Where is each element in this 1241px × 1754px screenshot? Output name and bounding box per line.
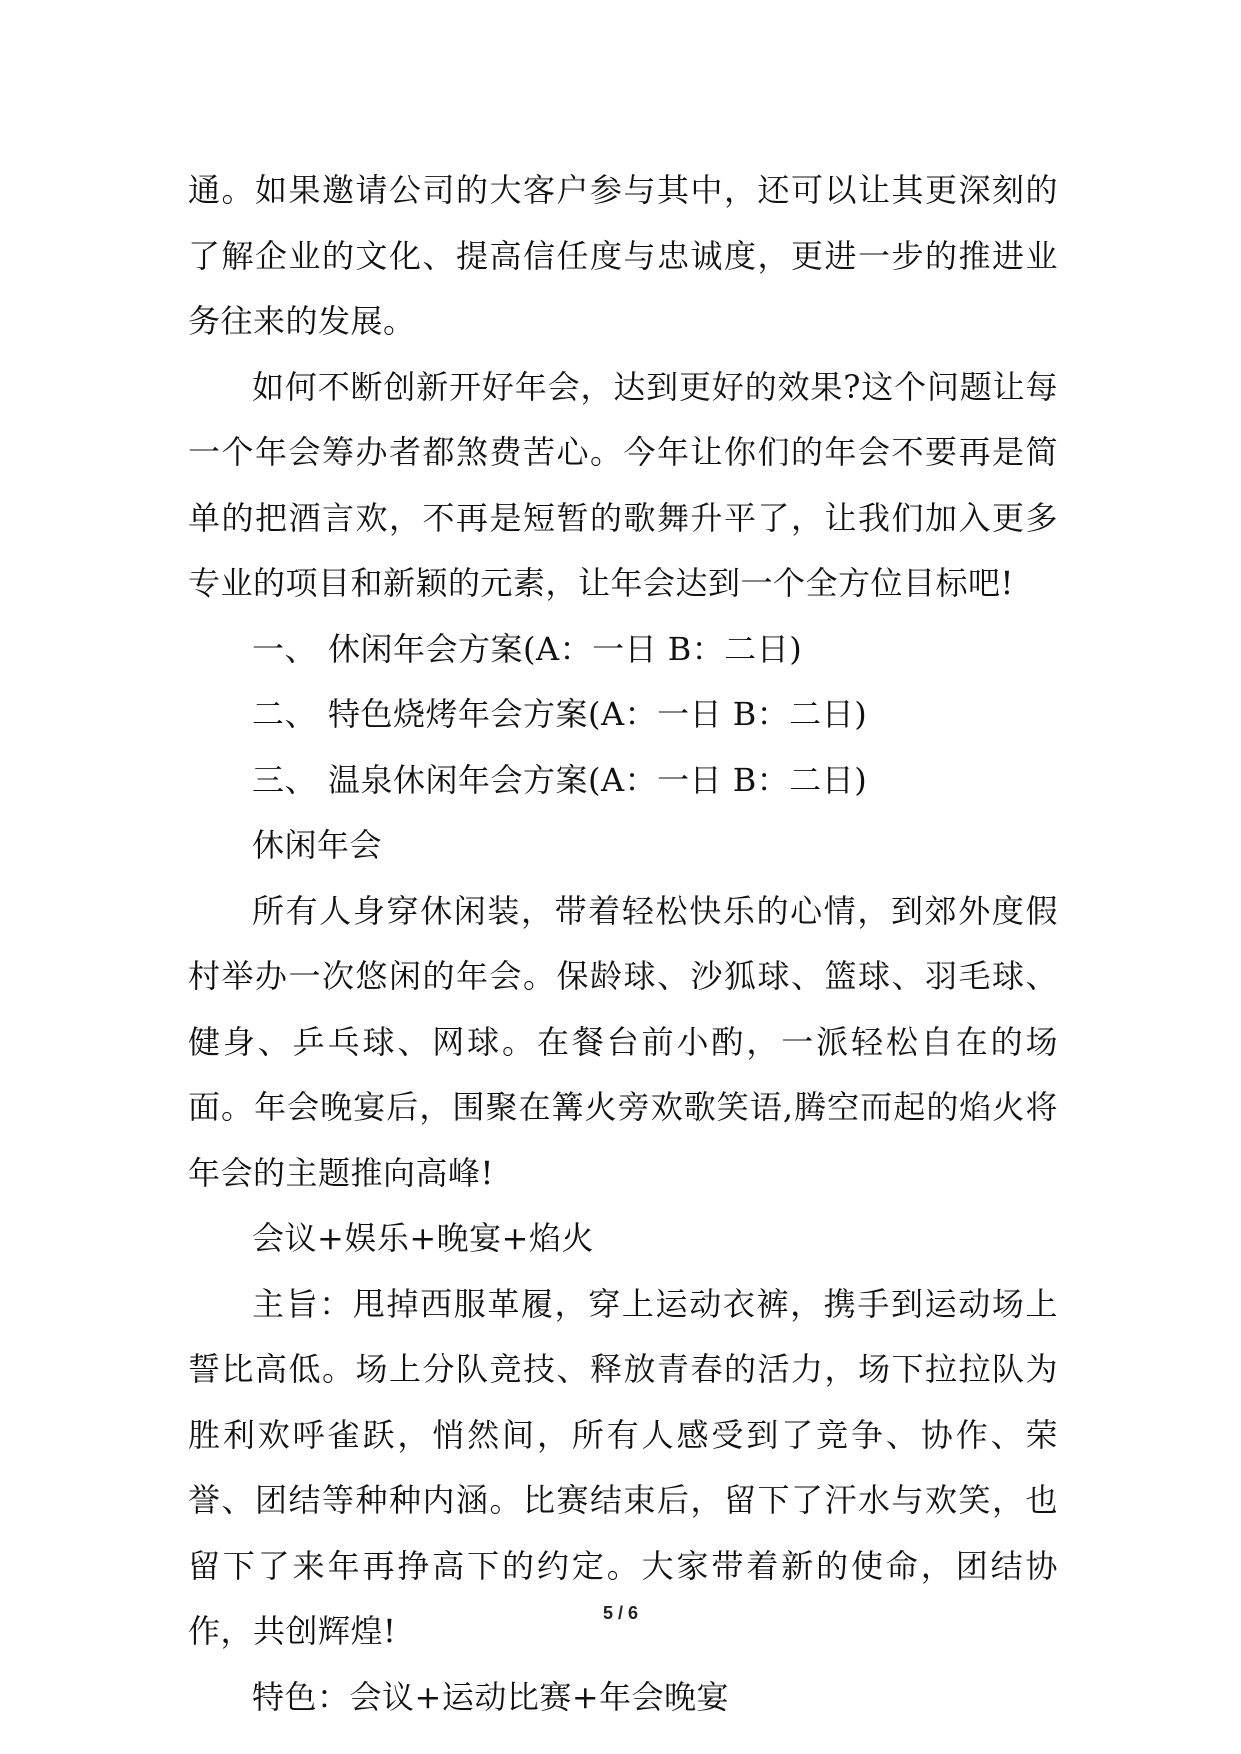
paragraph-continuation: 通。如果邀请公司的大客户参与其中，还可以让其更深刻的了解企业的文化、提高信任度与忠诚度，更进一步的推进业务往来的发展。 [188,171,1058,340]
section-heading: 休闲年会 [252,826,383,864]
list-marker: 三、 [252,760,318,799]
paragraph-intro: 如何不断创新开好年会，达到更好的效果?这个问题让每一个年会筹办者都煞费苦心。今年让你们的年会不要再是简单的把酒言欢，不再是短暂的歌舞升平了，让我们加入更多专业的项目和新颖的元素，让年会达到一个全方位目标吧! [188,367,1058,602]
document-body [188,158,1058,1730]
list-item-3 [188,748,1058,814]
page-number: 5 / 6 [602,1603,639,1623]
list-marker: 二、 [252,695,318,733]
paragraph-formula: 会议+娱乐+晚宴+焰火 [252,1219,594,1257]
paragraph-description: 所有人身穿休闲装，带着轻松快乐的心情，到郊外度假村举办一次悠闲的年会。保龄球、沙狐球、篮球、羽毛球、健身、乒乓球、网球。在餐台前小酌，一派轻松自在的场面。年会晚宴后，围聚在篝火旁欢歌笑语,腾空而起的焰火将年会的主题推向高峰! [188,891,1058,1192]
list-item-text: 休闲年会方案(A：一日 B：二日) [328,629,803,668]
paragraph-feature: 特色：会议+运动比赛+年会晚宴 [252,1677,730,1716]
list-item-text: 特色烧烤年会方案(A：一日 B：二日) [328,695,868,733]
list-marker: 一、 [252,629,318,668]
list-item-2 [188,682,1058,748]
paragraph-purpose: 主旨：甩掉西服革履，穿上运动衣裤，携手到运动场上誓比高低。场上分队竞技、释放青春的活力，场下拉拉队为胜利欢呼雀跃，悄然间，所有人感受到了竞争、协作、荣誉、团结等种种内涵。比赛结束后，留下了汗水与欢笑，也留下了来年再挣高下的约定。大家带着新的使命，团结协作，共创辉煌! [188,1284,1058,1650]
list-item-1 [188,617,1058,683]
list-item-text: 温泉休闲年会方案(A：一日 B：二日) [328,760,868,799]
